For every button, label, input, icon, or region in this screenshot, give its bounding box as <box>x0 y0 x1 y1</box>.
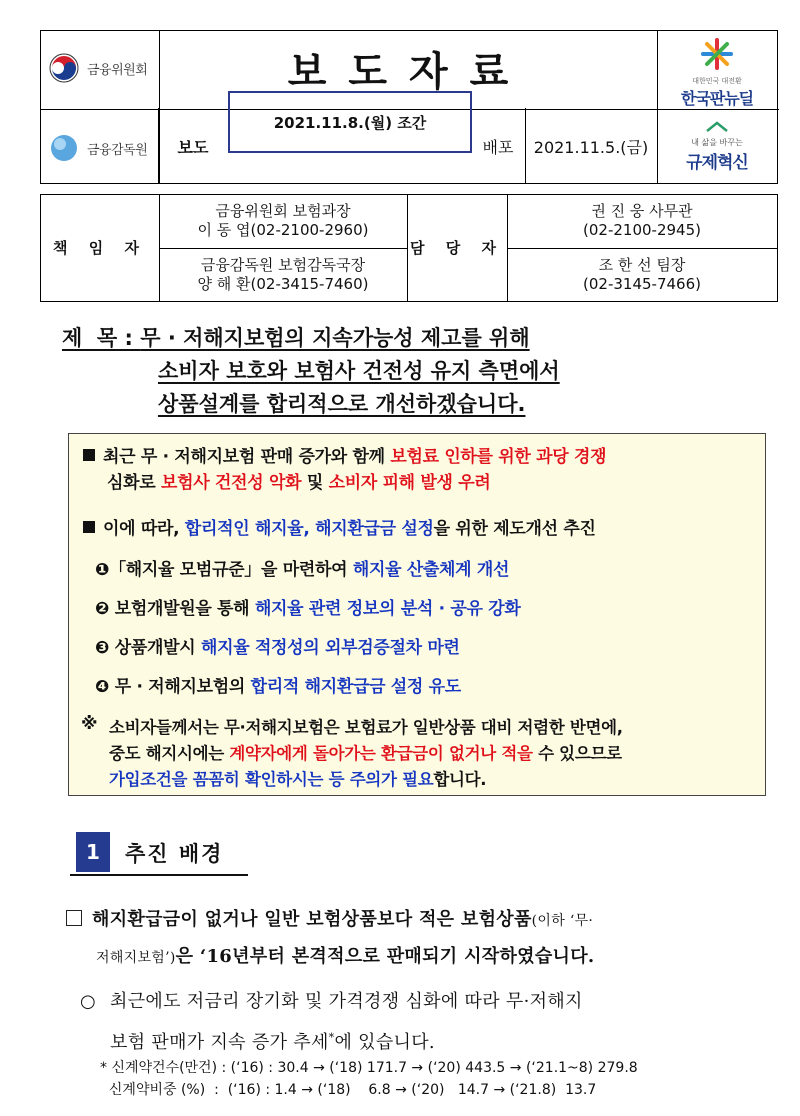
baepo-date: 2021.11.5.(금) <box>533 137 649 157</box>
page-title: 보도자료 <box>287 48 531 95</box>
bodo-label: 보도 <box>177 137 209 157</box>
summary-bullet1-cont: 심화로 보험사 건전성 악화 및 소비자 피해 발생 우려 <box>107 473 491 493</box>
org2-name: 금융감독원 <box>87 142 148 158</box>
badge1-main: 한국판뉴딜 <box>680 89 754 108</box>
footnote-line1: * 신계약건수(만건) : (‘16) : 30.4 → (‘18) 171.7 → (‘20) 443.5 → (‘21.1~8) 279.8 <box>100 1060 638 1076</box>
resp-label: 책 임 자 <box>53 239 147 257</box>
charge2-line2: (02-3145-7466) <box>583 275 701 293</box>
summary-note-line2: 중도 해지시에는 계약자에게 돌아가는 환급금이 없거나 적을 수 있으므로 <box>109 744 622 763</box>
org1-name: 금융위원회 <box>87 62 148 78</box>
summary-note-line1: 소비자들께서는 무·저해지보험은 보험료가 일반상품 대비 저렴한 반면에, <box>109 718 623 737</box>
regulation-badge <box>658 118 776 180</box>
badge1-small: 대한민국 대전환 <box>692 77 742 85</box>
fss-logo <box>49 133 147 163</box>
summary-bullet2: 이에 따라, 합리적인 해지율, 해지환급금 설정을 위한 제도개선 추진 <box>83 514 596 539</box>
summary-note-line3: 가입조건을 꼼꼼히 확인하시는 등 주의가 필요합니다. <box>109 770 487 789</box>
fsc-emblem-icon <box>49 53 79 83</box>
bodo-date: 2021.11.8.(월) 조간 <box>228 91 472 153</box>
divider <box>159 248 407 249</box>
resp1-line2: 이 동 엽(02-2100-2960) <box>197 221 369 239</box>
subject-line2: 소비자 보호와 보험사 건전성 유지 측면에서 <box>158 359 560 383</box>
badge2-main: 규제혁신 <box>686 153 748 173</box>
square-bullet-icon <box>83 449 95 461</box>
badge2-small: 내 삶을 바꾸는 <box>691 138 743 147</box>
paragraph-1: 해지환급금이 없거나 일반 보험상품보다 적은 보험상품(이하 ‘무· 저해지보험’)은 ‘16년부터 본격적으로 판매되기 시작하였습니다. <box>66 902 766 976</box>
summary-item2: ❷ 보험개발원을 통해 해지율 관련 정보의 분석 · 공유 강화 <box>95 599 521 619</box>
subject <box>62 322 560 421</box>
resp1-line1: 금융위원회 보험과장 <box>215 202 351 220</box>
charge-label: 담 당 자 <box>410 239 504 257</box>
chevron-up-icon <box>705 121 729 133</box>
checkbox-bullet-icon <box>66 910 82 926</box>
fss-globe-icon <box>49 133 79 163</box>
charge2-line1: 조 한 선 팀장 <box>598 256 686 274</box>
subject-line3: 상품설계를 합리적으로 개선하겠습니다. <box>158 392 526 416</box>
section-number: 1 <box>76 832 110 872</box>
divider <box>507 248 777 249</box>
new-deal-star-icon <box>695 36 739 72</box>
square-bullet-icon <box>83 521 95 533</box>
circle-bullet: ○ <box>80 991 97 1012</box>
section-title: 추진 배경 <box>125 842 224 866</box>
summary-item3: ❸ 상품개발시 해지율 적정성의 외부검증절차 마련 <box>95 638 460 658</box>
baepo-label: 배포 <box>482 137 514 157</box>
subject-prefix: 제 목 : <box>62 326 141 350</box>
resp2-line1: 금융감독원 보험감독국장 <box>200 256 366 274</box>
summary-note-mark: ※ <box>81 714 98 734</box>
resp2-line2: 양 해 환(02-3415-7460) <box>197 275 369 293</box>
charge1-line2: (02-2100-2945) <box>583 221 701 239</box>
summary-item1: ❶「해지율 모범규준」을 마련하여 해지율 산출체계 개선 <box>95 560 510 580</box>
section-underline <box>70 874 248 876</box>
subject-line1: 무 · 저해지보험의 지속가능성 제고를 위해 <box>140 326 530 350</box>
new-deal-badge <box>658 36 776 108</box>
charge1-line1: 권 진 웅 사무관 <box>591 202 693 220</box>
summary-box <box>68 433 766 796</box>
contact-table <box>40 194 778 302</box>
footnote-line2: 신계약비중 (%) : (‘16) : 1.4 → (‘18) 6.8 → (‘20) 14.7 → (‘21.8) 13.7 <box>100 1082 597 1098</box>
summary-bullet1: 최근 무 · 저해지보험 판매 증가와 함께 보험료 인하를 위한 과당 경쟁 <box>83 442 606 467</box>
fsc-logo <box>49 53 147 83</box>
paragraph-2: ○ 최근에도 저금리 장기화 및 가격경쟁 심화에 따라 무·저해지 보험 판매가 지속 증가 추세*에 있습니다. <box>80 991 583 1053</box>
summary-item4: ❹ 무 · 저해지보험의 합리적 해지환급금 설정 유도 <box>95 677 461 697</box>
